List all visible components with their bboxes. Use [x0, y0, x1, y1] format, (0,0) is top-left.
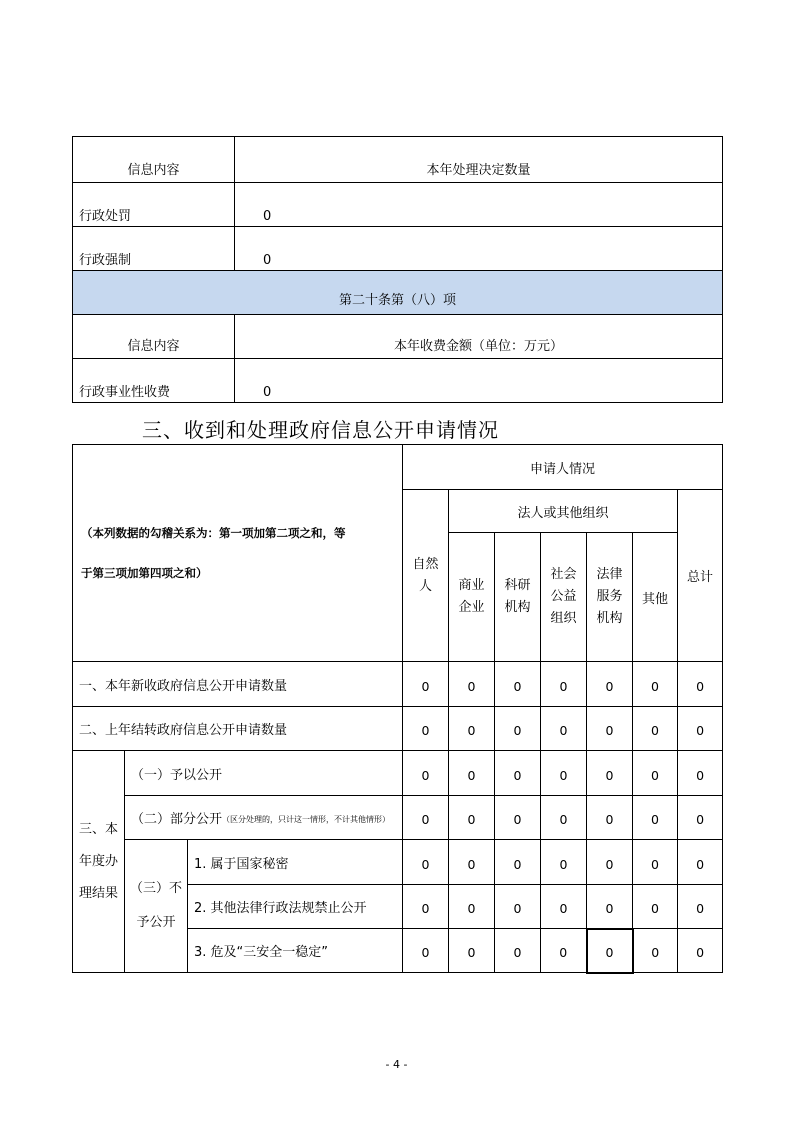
- group-label-handling: [73, 751, 125, 973]
- decision-count-table: [72, 136, 723, 403]
- table-cell-value: 0: [587, 885, 633, 929]
- col-natural-person: [403, 490, 449, 662]
- table-cell-value: 0: [587, 707, 633, 751]
- table-cell-value: 0: [449, 840, 495, 885]
- table-row: [73, 707, 723, 751]
- row-label: 一、本年新收政府信息公开申请数量: [73, 662, 403, 707]
- header-decision-count: 本年处理决定数量: [235, 137, 723, 183]
- table-row: [73, 796, 723, 840]
- cell-text: 理结果: [78, 885, 118, 901]
- relation-note: [73, 445, 403, 662]
- table-cell-value: 0: [403, 662, 449, 707]
- cell-text: （二）部分公开: [131, 812, 223, 827]
- table-cell-value: 0: [449, 707, 495, 751]
- table-cell-value: 0: [678, 840, 723, 885]
- cell-text: 组织: [550, 611, 577, 626]
- table-cell-value: 0: [541, 929, 587, 973]
- table-cell-value: 0: [495, 840, 541, 885]
- table-cell-value: 0: [541, 751, 587, 796]
- cell-text: 商业: [458, 578, 485, 593]
- page-number: - 4 -: [385, 1058, 408, 1071]
- cell-text: 科研: [504, 578, 531, 593]
- table-cell-value: 0: [541, 707, 587, 751]
- row-value-enforcement: 0: [235, 227, 723, 271]
- relation-note-line1: （本列数据的勾稽关系为：第一项加第二项之和，等: [81, 526, 346, 540]
- table-cell-value: 0: [678, 885, 723, 929]
- table-cell-value: 0: [678, 796, 723, 840]
- cell-text: 社会: [550, 567, 577, 582]
- table-cell-value: 0: [403, 707, 449, 751]
- cell-text: 人: [419, 578, 433, 594]
- section-heading: 三、收到和处理政府信息公开申请情况: [142, 418, 499, 442]
- cell-text: （区分处理的，只计这一情形，不计其他情形）: [222, 815, 391, 824]
- cell-text: 年度办: [78, 853, 118, 869]
- table-cell-value: 0: [495, 929, 541, 973]
- row-value-penalty: 0: [235, 183, 723, 227]
- cell-text: 服务: [596, 589, 623, 604]
- cell-text: 三、本: [78, 821, 118, 837]
- table-cell-value: 0: [495, 751, 541, 796]
- table-cell-value: 0: [678, 751, 723, 796]
- row-label-partial: [125, 796, 403, 840]
- table-cell-value: 0: [403, 840, 449, 885]
- table-row: [73, 751, 723, 796]
- table-cell-value: 0: [449, 885, 495, 929]
- table-cell-value: 0: [678, 707, 723, 751]
- table-cell-value: 0: [403, 751, 449, 796]
- cell-text: （三）不: [129, 881, 182, 896]
- table-cell-value: 0: [449, 751, 495, 796]
- col-other: 其他: [633, 533, 678, 662]
- table-cell-value: 0: [633, 751, 678, 796]
- row-label: （一）予以公开: [125, 751, 403, 796]
- table-cell-value: 0: [678, 662, 723, 707]
- table-cell-value: 0: [587, 840, 633, 885]
- section-band: 第二十条第（八）项: [73, 271, 723, 315]
- table-cell-value: 0: [449, 796, 495, 840]
- row-label-penalty: 行政处罚: [73, 183, 235, 227]
- col-research: [495, 533, 541, 662]
- table-cell-value: 0: [403, 885, 449, 929]
- header2-info-content: 信息内容: [73, 315, 235, 359]
- table-row: [73, 840, 723, 885]
- table-cell-value: 0: [541, 885, 587, 929]
- col-legal-service: [587, 533, 633, 662]
- relation-note-line2: 于第三项加第四项之和）: [81, 566, 208, 580]
- table-row: [73, 662, 723, 707]
- applicant-header: 申请人情况: [403, 445, 723, 490]
- table-cell-value: 0: [587, 751, 633, 796]
- row-value-fee: 0: [235, 359, 723, 403]
- table-cell-value: 0: [541, 796, 587, 840]
- group-label-nondisclose: [125, 840, 188, 973]
- table-cell-value: 0: [495, 885, 541, 929]
- table-cell-value: 0: [403, 929, 449, 973]
- col-business: [449, 533, 495, 662]
- table-cell-value: 0: [587, 929, 633, 973]
- cell-text: 机构: [504, 600, 531, 615]
- col-social: [541, 533, 587, 662]
- application-table: [72, 444, 723, 974]
- cell-text: 予公开: [136, 915, 176, 930]
- table-cell-value: 0: [495, 662, 541, 707]
- row-label: 2. 其他法律行政法规禁止公开: [188, 885, 403, 929]
- row-label: 1. 属于国家秘密: [188, 840, 403, 885]
- header2-fee-amount: 本年收费金额（单位：万元）: [235, 315, 723, 359]
- header-info-content: 信息内容: [73, 137, 235, 183]
- row-label-enforcement: 行政强制: [73, 227, 235, 271]
- table-cell-value: 0: [541, 840, 587, 885]
- table-cell-value: 0: [633, 885, 678, 929]
- cell-text: 法律: [596, 567, 623, 582]
- table-cell-value: 0: [633, 796, 678, 840]
- cell-text: 公益: [550, 589, 577, 604]
- row-label-fee: 行政事业性收费: [73, 359, 235, 403]
- table-cell-value: 0: [633, 929, 678, 973]
- row-label: 3. 危及“三安全一稳定”: [188, 929, 403, 973]
- table-cell-value: 0: [633, 707, 678, 751]
- table-cell-value: 0: [541, 662, 587, 707]
- table-cell-value: 0: [495, 796, 541, 840]
- cell-text: 自然: [412, 556, 439, 572]
- row-label: 二、上年结转政府信息公开申请数量: [73, 707, 403, 751]
- col-total: 总计: [678, 490, 723, 662]
- table-cell-value: 0: [587, 796, 633, 840]
- table-cell-value: 0: [633, 662, 678, 707]
- cell-text: 机构: [596, 611, 623, 626]
- table-cell-value: 0: [403, 796, 449, 840]
- table-cell-value: 0: [633, 840, 678, 885]
- table-cell-value: 0: [587, 662, 633, 707]
- table-cell-value: 0: [449, 662, 495, 707]
- table-cell-value: 0: [495, 707, 541, 751]
- legal-entity-header: 法人或其他组织: [449, 490, 678, 533]
- cell-text: 企业: [458, 600, 485, 615]
- table-cell-value: 0: [449, 929, 495, 973]
- table-cell-value: 0: [678, 929, 723, 973]
